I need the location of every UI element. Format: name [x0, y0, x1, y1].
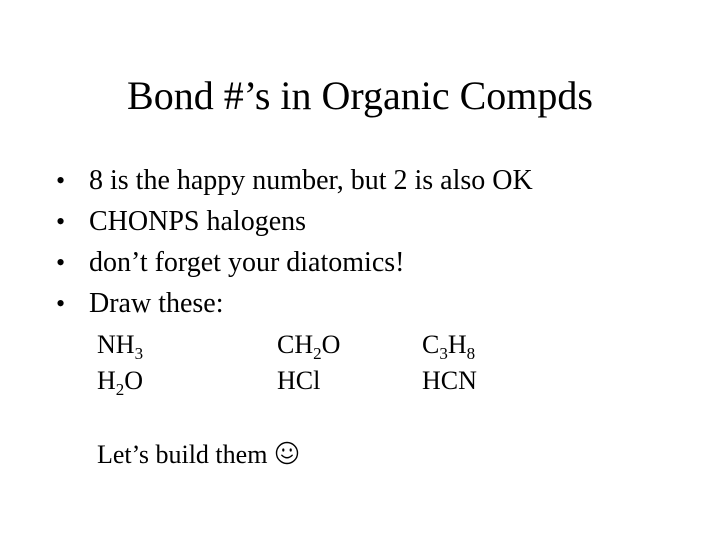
bullet-text: Draw these: — [89, 288, 224, 319]
formula-hcn — [422, 364, 477, 398]
formula-c3h8 — [422, 328, 475, 362]
bullet-marker: • — [56, 248, 66, 277]
formula-part: CH — [277, 330, 314, 359]
bullet-text: don’t forget your diatomics! — [89, 247, 405, 278]
bullet-text: 8 is the happy number, but 2 is also OK — [89, 165, 533, 196]
formula-part: HCN — [422, 366, 477, 395]
closing-text: Let’s build them — [97, 440, 268, 469]
bullet-text: CHONPS halogens — [89, 206, 307, 237]
formula-h2o — [97, 364, 143, 398]
formula-part: HCl — [277, 366, 321, 395]
formula-nh3 — [97, 328, 143, 362]
formula-subscript: 2 — [115, 380, 125, 399]
closing-line — [97, 438, 299, 474]
smiley-face-icon — [275, 440, 299, 474]
formula-subscript: 2 — [313, 344, 322, 363]
formula-subscript: 3 — [439, 344, 448, 363]
formula-part: C — [422, 330, 440, 359]
bullet-marker: • — [56, 166, 66, 195]
bullet-marker: • — [56, 289, 66, 318]
formula-part: NH — [97, 330, 135, 359]
slide-title: Bond #’s in Organic Compds — [127, 73, 593, 118]
formula-subscript: 8 — [466, 344, 476, 363]
formula-subscript: 3 — [134, 344, 144, 363]
formula-part: O — [124, 366, 144, 395]
formula-hcl — [277, 364, 320, 398]
formula-part: H — [447, 330, 467, 359]
bullet-marker: • — [56, 207, 66, 236]
formula-part: H — [97, 366, 116, 395]
formula-ch2o — [277, 328, 340, 362]
formula-part: O — [321, 330, 341, 359]
